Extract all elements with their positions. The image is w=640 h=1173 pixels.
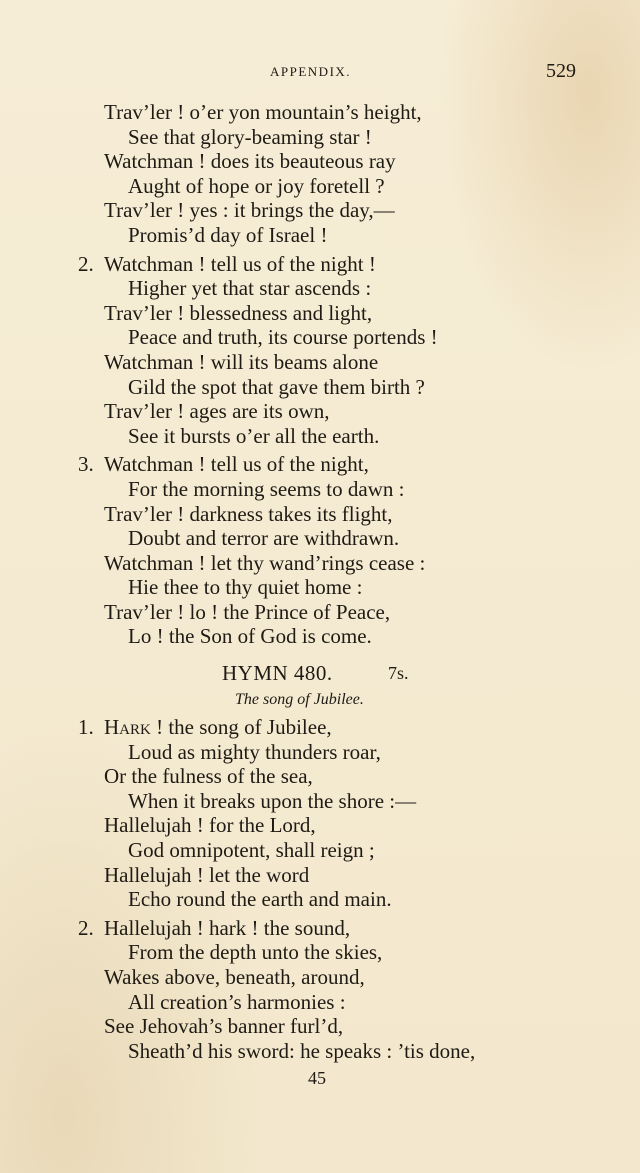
verse-line [0,100,640,125]
running-head [0,62,640,82]
verse-line [0,325,640,350]
verse-text: Promis’d day of Israel ! [128,222,328,247]
verse-line [0,526,640,551]
verse-line [0,399,640,424]
verse-line [0,715,640,740]
verse-line [0,125,640,150]
hymn-meter: 7s. [388,663,409,684]
stanza-number: 2. [78,915,94,940]
verse-text: Gild the spot that gave them birth ? [128,374,425,399]
verse-text: ! the song of Jubilee, [150,715,332,740]
verse-text: See that glory-beaming star ! [128,124,372,149]
verse-line [0,1014,640,1039]
verse-text: Watchman ! tell us of the night, [104,452,369,477]
verse-text: When it breaks upon the shore :— [128,788,417,813]
verse-text: Wakes above, beneath, around, [104,965,365,989]
verse-line [0,149,640,174]
previous-hymn-lines [0,100,640,649]
verse-text: Higher yet that star ascends : [128,276,372,301]
verse-line [0,502,640,527]
hymn-subtitle-row [0,691,640,715]
verse-text: Hallelujah ! hark ! the sound, [104,915,351,940]
verse-text: Trav’ler ! darkness takes its flight, [104,501,393,526]
verse-text: Watchman ! tell us of the night ! [104,251,376,276]
verse-text: Peace and truth, its course portends ! [128,325,438,350]
verse-text: Aught of hope or joy foretell ? [128,173,385,198]
verse-text: For the morning seems to dawn : [128,476,405,501]
verse-line [0,1039,640,1064]
verse-text: Hallelujah ! for the Lord, [104,813,316,838]
verse-line [0,424,640,449]
hymn-480-lines [0,715,640,1063]
verse-text: Or the fulness of the sea, [104,764,313,789]
verse-line [0,452,640,477]
signature-mark: 45 [308,1068,326,1088]
verse-line [0,789,640,814]
verse-line [0,375,640,400]
verse-line [0,940,640,965]
verse-line [0,223,640,248]
verse-text: Loud as mighty thunders roar, [128,739,381,764]
verse-text: Watchman ! does its beauteous ray [104,149,396,174]
verse-text: Watchman ! will its beams alone [104,349,379,374]
verse-text: See it bursts o’er all the earth. [128,423,380,448]
verse-text: God omnipotent, shall reign ; [128,838,375,863]
hymn-subtitle: The song of Jubilee. [235,691,364,709]
verse-text: See Jehovah’s banner furl’d, [104,1014,344,1039]
hymn-480-heading [0,657,640,691]
running-head-title: APPENDIX. [270,64,352,79]
verse-line [0,624,640,649]
verse-text: Trav’ler ! o’er yon mountain’s height, [104,100,422,124]
verse-text: From the depth unto the skies, [128,940,383,965]
verse-text: Trav’ler ! yes : it brings the day,— [104,198,395,223]
verse-line [0,863,640,888]
stanza-number: 1. [78,715,94,740]
verse-line [0,965,640,990]
page-number: 529 [546,60,576,82]
verse-line [0,301,640,326]
verse-line [0,350,640,375]
verse-lead-word: Hark [104,715,151,740]
verse-text: Watchman ! let thy wand’rings cease : [104,550,426,575]
verse-line [0,813,640,838]
verse-line [0,990,640,1015]
verse-line [0,740,640,765]
verse-line [0,174,640,199]
verse-text: Lo ! the Son of God is come. [128,624,372,649]
verse-text: All creation’s harmonies : [128,989,346,1014]
verse-line [0,198,640,223]
verse-text: Trav’ler ! blessedness and light, [104,300,373,325]
verse-text: Sheath’d his sword: he speaks : ’tis done, [128,1038,476,1063]
verse-text: Trav’ler ! lo ! the Prince of Peace, [104,599,391,624]
verse-line [0,887,640,912]
verse-line [0,764,640,789]
hymn-title: HYMN 480. [222,661,333,686]
verse-text: Hallelujah ! let the word [104,862,310,887]
stanza-number: 2. [78,251,94,276]
stanza-number: 3. [78,452,94,477]
verse-line [0,551,640,576]
verse-line [0,600,640,625]
verse-text: Doubt and terror are withdrawn. [128,526,400,551]
verse-text: Trav’ler ! ages are its own, [104,399,330,424]
verse-line [0,916,640,941]
verse-line [0,477,640,502]
verse-line [0,838,640,863]
verse-text: Hie thee to thy quiet home : [128,575,363,600]
hymn-text [0,100,640,1063]
verse-line [0,252,640,277]
verse-text: Echo round the earth and main. [128,887,392,912]
verse-line [0,575,640,600]
verse-line [0,276,640,301]
